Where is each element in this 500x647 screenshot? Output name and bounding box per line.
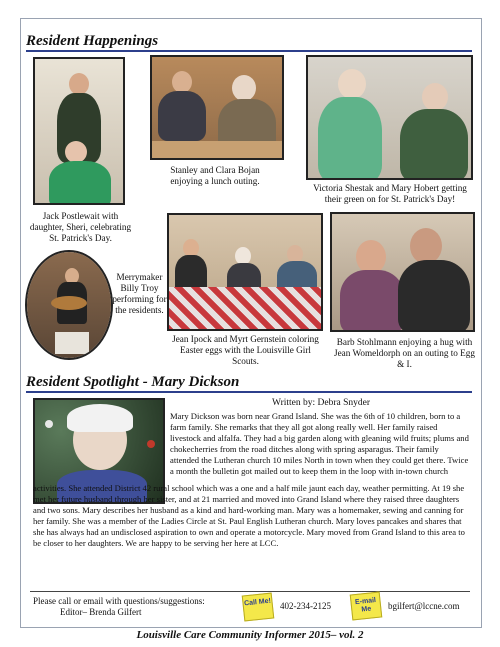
bio-text: Mary Dickson was born near Grand Island. She was the 6th of 10 children, born to a farm family. She remarks that they all got along really well. Her family raised livestock and alfalfa. They had a big garden along with gleaning wild fruits; plums and chokecherries from the road ditches along with spring asparagus. Their family attended the Lutheran church 10 miles North in town when they could get there. Twice a month the bulletin got mailed out to keep them in the loop with in-town church xyxy=(170,411,469,476)
call-me-note: Call Me! xyxy=(242,593,275,622)
photo-troy xyxy=(25,250,113,360)
bio-text-continued: activities. She attended District 42 rural school which was a one and a half mile jaunt each day, weather permitting. At 19 she met her future husband through her sister, and at 21 married and moved into Grand Island where they raised three daughters and two sons. Mary describes her husband as a kind and hard-working man. Mary was a homemaker, sewing and canning for her family. She was a member of the Ladies Circle at St. Paul English Lutheran church. Mary loves pancakes and shares that she has always had an undisclosed aspiration to own and operate a motorcycle. Mary moved from Grand Island to this area to be closer to her daughters. We are happy to be serving her here at LCC. xyxy=(33,483,465,548)
photo-bojan xyxy=(150,55,284,160)
photo-ipock xyxy=(167,213,323,331)
caption-bojan: Stanley and Clara Bojan enjoying a lunch outing. xyxy=(170,165,260,186)
section-rule xyxy=(26,50,472,52)
section-title-happenings: Resident Happenings xyxy=(26,33,159,49)
footer-title: Louisville Care Community Informer 2015– vol. 2 xyxy=(136,629,364,641)
caption-postlewait: Jack Postlewait with daughter, Sheri, celebrating St. Patrick's Day. xyxy=(29,211,132,243)
caption-stohlmann: Barb Stohlmann enjoying a hug with Jean Womeldorph on an outing to Egg & I. xyxy=(334,337,475,369)
section-rule xyxy=(26,391,472,393)
section-title-spotlight: Resident Spotlight - Mary Dickson xyxy=(26,374,240,390)
contact-line-2: Editor– Brenda Gilfert xyxy=(60,607,142,617)
contact-line-1: Please call or email with questions/suggestions: xyxy=(33,596,205,606)
phone-number: 402-234-2125 xyxy=(280,601,331,611)
email-link[interactable]: bgilfert@lccne.com xyxy=(388,601,460,611)
caption-shestak: Victoria Shestak and Mary Hobert getting their green on for St. Patrick's Day! xyxy=(313,183,467,204)
byline: Written by: Debra Snyder xyxy=(272,398,371,408)
photo-postlewait xyxy=(33,57,125,205)
email-me-note: E-mail Me xyxy=(350,592,383,621)
photo-shestak xyxy=(306,55,473,180)
divider xyxy=(30,591,470,592)
caption-troy: Merrymaker Billy Troy performing for the residents. xyxy=(112,272,167,315)
photo-stohlmann xyxy=(330,212,475,332)
caption-ipock: Jean Ipock and Myrt Gernstein coloring Easter eggs with the Louisville Girl Scouts. xyxy=(172,334,319,366)
